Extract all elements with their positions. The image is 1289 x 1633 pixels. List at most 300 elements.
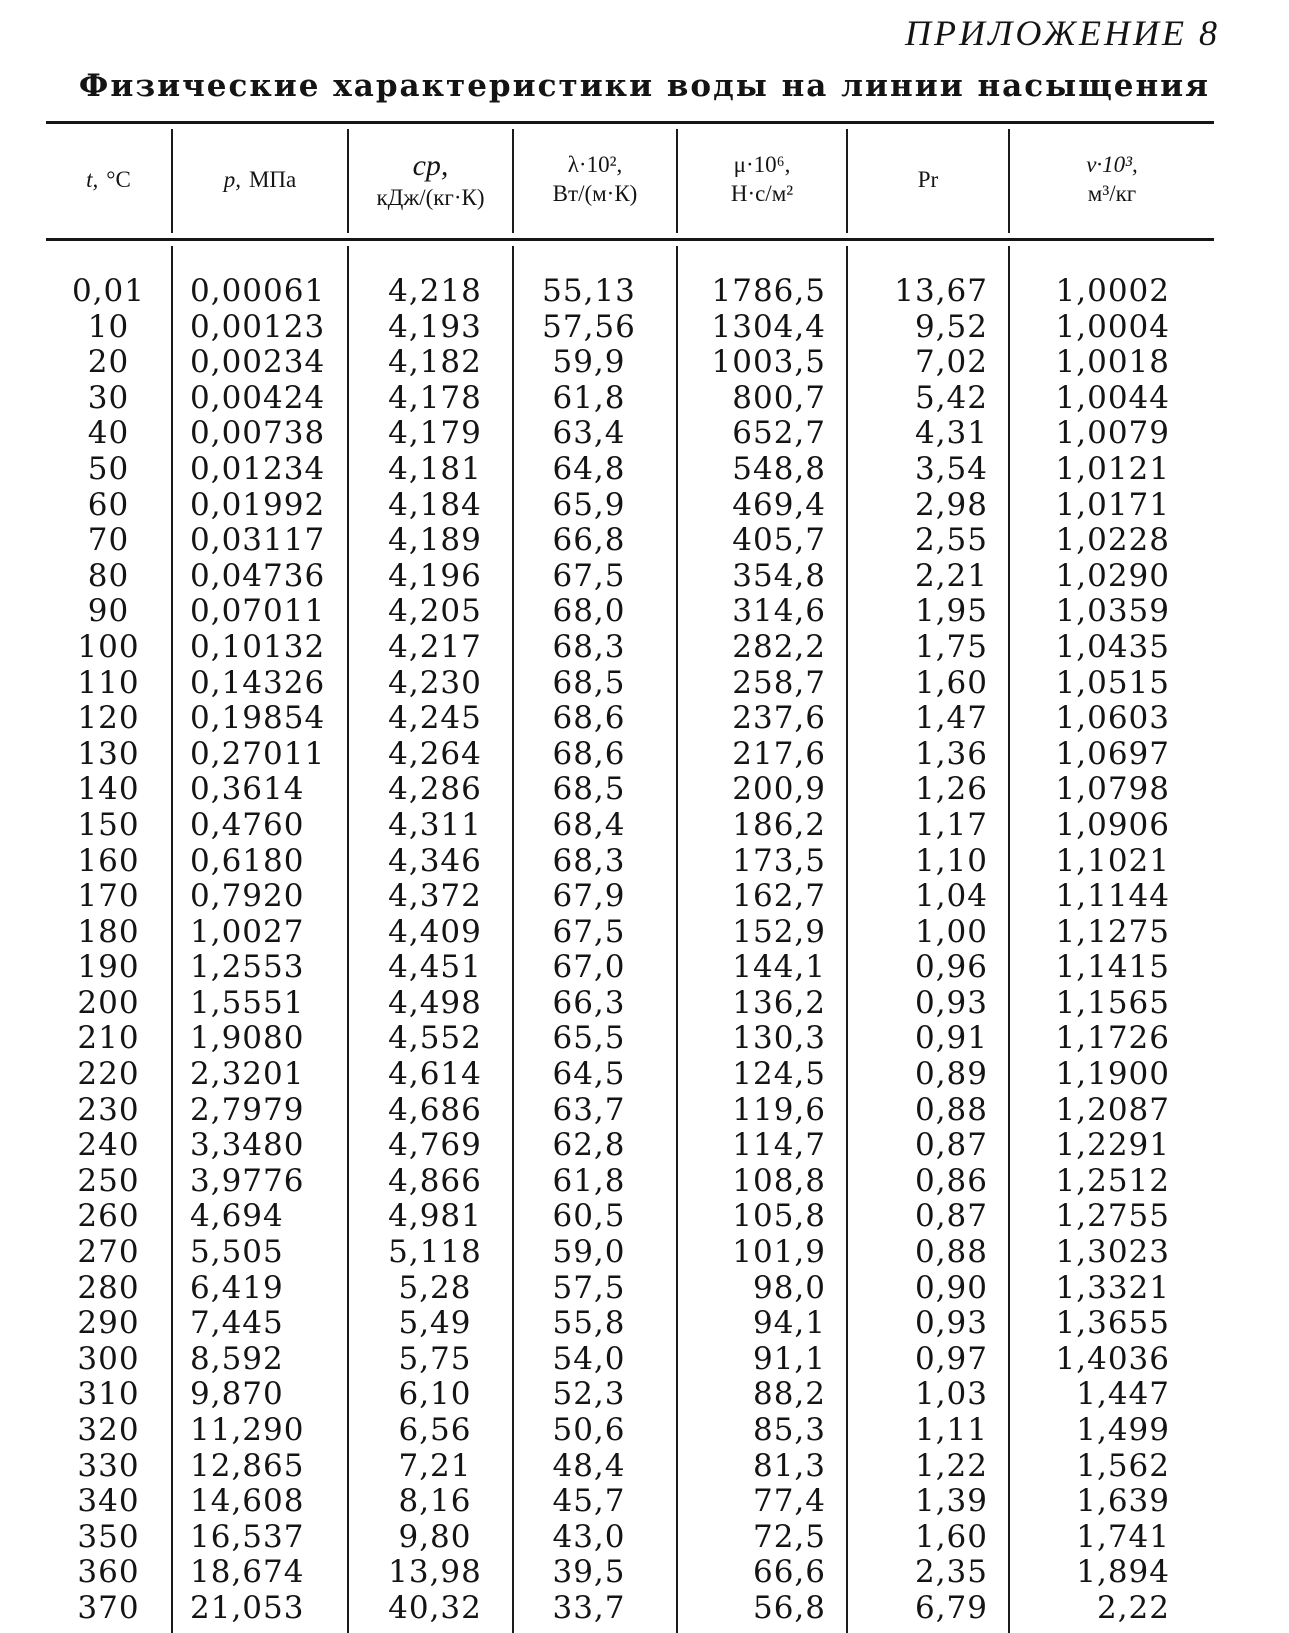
header-unit: кДж/(кг·К) <box>376 185 485 211</box>
cell-temperature: 120 <box>77 700 140 737</box>
cell-heat-capacity: 4,196 <box>388 557 482 594</box>
cell-heat-capacity: 13,98 <box>388 1554 482 1591</box>
table-row <box>0 1555 1289 1591</box>
cell-temperature: 130 <box>77 735 140 772</box>
cell-conductivity: 67,5 <box>552 913 626 950</box>
cell-temperature: 240 <box>77 1127 140 1164</box>
cell-pressure: 1,0027 <box>190 913 305 950</box>
cell-pressure: 9,870 <box>190 1376 284 1413</box>
cell-conductivity: 67,9 <box>552 878 626 915</box>
cell-temperature: 90 <box>87 593 130 630</box>
cell-temperature: 280 <box>77 1269 140 1306</box>
cell-temperature: 340 <box>77 1483 140 1520</box>
cell-conductivity: 68,5 <box>552 771 626 808</box>
cell-temperature: 190 <box>77 949 140 986</box>
cell-viscosity: 652,7 <box>732 415 826 452</box>
cell-pressure: 0,27011 <box>190 735 326 772</box>
cell-pressure: 6,419 <box>190 1269 284 1306</box>
table-row <box>0 1199 1289 1235</box>
cell-specific-volume: 1,1900 <box>1055 1056 1170 1093</box>
cell-temperature: 290 <box>77 1305 140 1342</box>
table-row <box>0 1484 1289 1520</box>
cell-temperature: 350 <box>77 1518 140 1555</box>
cell-prandtl: 1,75 <box>914 628 988 665</box>
table-row <box>0 1021 1289 1057</box>
cell-heat-capacity: 9,80 <box>398 1518 472 1555</box>
header-prandtl <box>848 124 1008 236</box>
table-row <box>0 523 1289 559</box>
cell-heat-capacity: 8,16 <box>398 1483 472 1520</box>
cell-pressure: 1,2553 <box>190 949 305 986</box>
cell-prandtl: 2,55 <box>914 522 988 559</box>
cell-viscosity: 85,3 <box>752 1412 826 1448</box>
cell-heat-capacity: 4,552 <box>388 1020 482 1057</box>
table-row <box>0 737 1289 773</box>
cell-specific-volume: 1,0798 <box>1055 771 1170 808</box>
cell-prandtl: 0,96 <box>914 949 988 986</box>
cell-prandtl: 0,86 <box>914 1162 988 1199</box>
cell-temperature: 170 <box>77 878 140 915</box>
cell-temperature: 250 <box>77 1162 140 1199</box>
cell-pressure: 0,4760 <box>190 806 305 843</box>
cell-conductivity: 54,0 <box>552 1340 626 1377</box>
header-symbol: Pr <box>917 166 939 192</box>
table-row <box>0 594 1289 630</box>
table-row <box>0 1591 1289 1627</box>
cell-pressure: 1,9080 <box>190 1020 305 1057</box>
cell-temperature: 200 <box>77 984 140 1021</box>
cell-pressure: 0,01234 <box>190 450 326 487</box>
cell-specific-volume: 2,22 <box>1096 1589 1170 1626</box>
cell-viscosity: 105,8 <box>732 1198 826 1235</box>
cell-viscosity: 77,4 <box>752 1483 826 1520</box>
cell-heat-capacity: 5,28 <box>398 1269 472 1306</box>
cell-pressure: 2,3201 <box>190 1056 305 1093</box>
cell-specific-volume: 1,3023 <box>1055 1234 1170 1271</box>
header-unit: МПа <box>248 166 297 192</box>
cell-conductivity: 68,5 <box>552 664 626 701</box>
table-row <box>0 1342 1289 1378</box>
cell-prandtl: 6,79 <box>914 1589 988 1626</box>
cell-pressure: 3,9776 <box>190 1162 305 1199</box>
cell-prandtl: 4,31 <box>914 415 988 452</box>
table-row <box>0 1164 1289 1200</box>
cell-specific-volume: 1,1275 <box>1055 913 1170 950</box>
cell-temperature: 180 <box>77 913 140 950</box>
cell-specific-volume: 1,0121 <box>1055 450 1170 487</box>
cell-conductivity: 48,4 <box>552 1447 626 1484</box>
cell-heat-capacity: 4,686 <box>388 1091 482 1128</box>
cell-pressure: 2,7979 <box>190 1091 305 1128</box>
cell-temperature: 330 <box>77 1447 140 1484</box>
cell-conductivity: 57,56 <box>542 308 636 345</box>
table-row <box>0 1377 1289 1413</box>
table-row <box>0 666 1289 702</box>
cell-viscosity: 173,5 <box>732 842 826 879</box>
cell-viscosity: 152,9 <box>732 913 826 950</box>
cell-viscosity: 217,6 <box>732 735 826 772</box>
cell-conductivity: 50,6 <box>552 1412 626 1448</box>
cell-conductivity: 68,3 <box>552 842 626 879</box>
cell-temperature: 80 <box>87 557 130 594</box>
cell-heat-capacity: 4,179 <box>388 415 482 452</box>
cell-pressure: 3,3480 <box>190 1127 305 1164</box>
cell-pressure: 0,00061 <box>190 273 326 309</box>
header-specific-volume <box>1010 124 1214 236</box>
cell-conductivity: 67,0 <box>552 949 626 986</box>
header-symbol: cp, <box>412 148 449 182</box>
cell-conductivity: 52,3 <box>552 1376 626 1413</box>
cell-prandtl: 1,22 <box>914 1447 988 1484</box>
table-row <box>0 1235 1289 1271</box>
cell-pressure: 16,537 <box>190 1518 305 1555</box>
cell-viscosity: 144,1 <box>732 949 826 986</box>
cell-specific-volume: 1,3321 <box>1055 1269 1170 1306</box>
cell-specific-volume: 1,0603 <box>1055 700 1170 737</box>
cell-pressure: 0,6180 <box>190 842 305 879</box>
cell-heat-capacity: 4,981 <box>388 1198 482 1235</box>
cell-temperature: 70 <box>87 522 130 559</box>
table-row <box>0 879 1289 915</box>
cell-viscosity: 66,6 <box>752 1554 826 1591</box>
cell-conductivity: 63,7 <box>552 1091 626 1128</box>
cell-pressure: 7,445 <box>190 1305 284 1342</box>
cell-prandtl: 1,10 <box>914 842 988 879</box>
cell-specific-volume: 1,0171 <box>1055 486 1170 523</box>
cell-conductivity: 68,0 <box>552 593 626 630</box>
cell-specific-volume: 1,0004 <box>1055 308 1170 345</box>
cell-specific-volume: 1,0228 <box>1055 522 1170 559</box>
cell-conductivity: 68,3 <box>552 628 626 665</box>
cell-viscosity: 186,2 <box>732 806 826 843</box>
cell-heat-capacity: 5,118 <box>388 1234 482 1271</box>
cell-heat-capacity: 4,245 <box>388 700 482 737</box>
header-dynamic-viscosity <box>678 124 846 236</box>
cell-viscosity: 200,9 <box>732 771 826 808</box>
cell-temperature: 260 <box>77 1198 140 1235</box>
cell-heat-capacity: 4,614 <box>388 1056 482 1093</box>
cell-temperature: 30 <box>87 379 130 416</box>
cell-temperature: 300 <box>77 1340 140 1377</box>
cell-heat-capacity: 4,498 <box>388 984 482 1021</box>
table-row <box>0 772 1289 808</box>
cell-conductivity: 66,8 <box>552 522 626 559</box>
cell-specific-volume: 1,2087 <box>1055 1091 1170 1128</box>
table-row <box>0 1128 1289 1164</box>
table-row <box>0 1520 1289 1556</box>
cell-specific-volume: 1,1021 <box>1055 842 1170 879</box>
cell-specific-volume: 1,562 <box>1076 1447 1170 1484</box>
cell-conductivity: 60,5 <box>552 1198 626 1235</box>
cell-conductivity: 43,0 <box>552 1518 626 1555</box>
cell-specific-volume: 1,3655 <box>1055 1305 1170 1342</box>
cell-viscosity: 56,8 <box>752 1589 826 1626</box>
cell-pressure: 0,10132 <box>190 628 326 665</box>
cell-heat-capacity: 5,49 <box>398 1305 472 1342</box>
cell-specific-volume: 1,0079 <box>1055 415 1170 452</box>
header-symbol: v·10³, <box>1086 152 1138 178</box>
table-row <box>0 345 1289 381</box>
cell-heat-capacity: 4,182 <box>388 344 482 381</box>
cell-viscosity: 94,1 <box>752 1305 826 1342</box>
cell-prandtl: 0,87 <box>914 1198 988 1235</box>
header-heat-capacity <box>349 124 512 236</box>
cell-temperature: 60 <box>87 486 130 523</box>
table-row <box>0 1413 1289 1449</box>
header-bottom-rule <box>46 238 1214 241</box>
cell-specific-volume: 1,499 <box>1076 1412 1170 1448</box>
cell-viscosity: 136,2 <box>732 984 826 1021</box>
cell-conductivity: 61,8 <box>552 1162 626 1199</box>
cell-specific-volume: 1,0018 <box>1055 344 1170 381</box>
cell-conductivity: 39,5 <box>552 1554 626 1591</box>
cell-prandtl: 1,04 <box>914 878 988 915</box>
cell-conductivity: 55,8 <box>552 1305 626 1342</box>
cell-viscosity: 119,6 <box>732 1091 826 1128</box>
cell-conductivity: 62,8 <box>552 1127 626 1164</box>
cell-conductivity: 66,3 <box>552 984 626 1021</box>
cell-conductivity: 68,4 <box>552 806 626 843</box>
cell-prandtl: 3,54 <box>914 450 988 487</box>
cell-conductivity: 68,6 <box>552 700 626 737</box>
cell-specific-volume: 1,0002 <box>1055 273 1170 309</box>
table-row <box>0 274 1289 310</box>
cell-temperature: 100 <box>77 628 140 665</box>
cell-viscosity: 469,4 <box>732 486 826 523</box>
header-unit: Н·с/м² <box>730 181 794 206</box>
cell-conductivity: 61,8 <box>552 379 626 416</box>
table-row <box>0 1057 1289 1093</box>
cell-conductivity: 55,13 <box>542 273 636 309</box>
cell-prandtl: 0,88 <box>914 1234 988 1271</box>
table-row <box>0 559 1289 595</box>
cell-viscosity: 1003,5 <box>711 344 826 381</box>
cell-viscosity: 800,7 <box>732 379 826 416</box>
table-row <box>0 915 1289 951</box>
cell-pressure: 0,01992 <box>190 486 326 523</box>
cell-heat-capacity: 4,218 <box>388 273 482 309</box>
cell-temperature: 360 <box>77 1554 140 1591</box>
header-unit: Вт/(м·К) <box>552 181 638 206</box>
cell-prandtl: 2,98 <box>914 486 988 523</box>
cell-prandtl: 1,60 <box>914 1518 988 1555</box>
cell-specific-volume: 1,447 <box>1076 1376 1170 1413</box>
table-row <box>0 488 1289 524</box>
cell-heat-capacity: 4,181 <box>388 450 482 487</box>
cell-viscosity: 101,9 <box>732 1234 826 1271</box>
cell-conductivity: 57,5 <box>552 1269 626 1306</box>
cell-specific-volume: 1,1726 <box>1055 1020 1170 1057</box>
cell-heat-capacity: 4,205 <box>388 593 482 630</box>
cell-specific-volume: 1,1415 <box>1055 949 1170 986</box>
cell-pressure: 0,03117 <box>190 522 326 559</box>
table-row <box>0 986 1289 1022</box>
cell-pressure: 0,00738 <box>190 415 326 452</box>
header-unit: м³/кг <box>1087 181 1137 206</box>
cell-prandtl: 0,87 <box>914 1127 988 1164</box>
cell-pressure: 0,00234 <box>190 344 326 381</box>
cell-pressure: 21,053 <box>190 1589 305 1626</box>
cell-conductivity: 67,5 <box>552 557 626 594</box>
cell-temperature: 220 <box>77 1056 140 1093</box>
cell-specific-volume: 1,4036 <box>1055 1340 1170 1377</box>
cell-viscosity: 124,5 <box>732 1056 826 1093</box>
cell-prandtl: 0,93 <box>914 1305 988 1342</box>
cell-prandtl: 1,03 <box>914 1376 988 1413</box>
cell-pressure: 0,7920 <box>190 878 305 915</box>
cell-specific-volume: 1,2512 <box>1055 1162 1170 1199</box>
cell-conductivity: 68,6 <box>552 735 626 772</box>
cell-specific-volume: 1,0435 <box>1055 628 1170 665</box>
header-symbol: μ·10⁶, <box>733 152 791 178</box>
cell-viscosity: 237,6 <box>732 700 826 737</box>
cell-heat-capacity: 4,193 <box>388 308 482 345</box>
cell-pressure: 0,04736 <box>190 557 326 594</box>
table-row <box>0 630 1289 666</box>
cell-viscosity: 108,8 <box>732 1162 826 1199</box>
cell-heat-capacity: 4,409 <box>388 913 482 950</box>
header-thermal-conductivity <box>514 124 676 236</box>
cell-prandtl: 1,47 <box>914 700 988 737</box>
cell-temperature: 0,01 <box>71 273 146 309</box>
cell-prandtl: 9,52 <box>914 308 988 345</box>
cell-heat-capacity: 4,189 <box>388 522 482 559</box>
cell-prandtl: 1,60 <box>914 664 988 701</box>
table-row <box>0 808 1289 844</box>
cell-specific-volume: 1,1565 <box>1055 984 1170 1021</box>
header-unit: °C <box>106 166 131 192</box>
cell-prandtl: 0,91 <box>914 1020 988 1057</box>
cell-temperature: 270 <box>77 1234 140 1271</box>
cell-conductivity: 59,9 <box>552 344 626 381</box>
cell-pressure: 12,865 <box>190 1447 305 1484</box>
cell-viscosity: 282,2 <box>732 628 826 665</box>
cell-specific-volume: 1,1144 <box>1055 878 1170 915</box>
table-row <box>0 950 1289 986</box>
cell-pressure: 1,5551 <box>190 984 305 1021</box>
cell-specific-volume: 1,2755 <box>1055 1198 1170 1235</box>
cell-pressure: 8,592 <box>190 1340 284 1377</box>
cell-viscosity: 354,8 <box>732 557 826 594</box>
cell-viscosity: 88,2 <box>752 1376 826 1413</box>
cell-prandtl: 0,90 <box>914 1269 988 1306</box>
cell-conductivity: 64,5 <box>552 1056 626 1093</box>
table-row <box>0 1306 1289 1342</box>
cell-heat-capacity: 4,372 <box>388 878 482 915</box>
cell-temperature: 160 <box>77 842 140 879</box>
cell-pressure: 0,19854 <box>190 700 326 737</box>
cell-pressure: 0,14326 <box>190 664 326 701</box>
cell-conductivity: 65,5 <box>552 1020 626 1057</box>
cell-heat-capacity: 4,769 <box>388 1127 482 1164</box>
cell-viscosity: 114,7 <box>732 1127 826 1164</box>
cell-specific-volume: 1,0697 <box>1055 735 1170 772</box>
cell-viscosity: 98,0 <box>752 1269 826 1306</box>
cell-temperature: 140 <box>77 771 140 808</box>
table-row <box>0 701 1289 737</box>
header-temperature <box>46 124 171 236</box>
cell-heat-capacity: 4,230 <box>388 664 482 701</box>
cell-conductivity: 65,9 <box>552 486 626 523</box>
cell-prandtl: 0,89 <box>914 1056 988 1093</box>
cell-prandtl: 2,35 <box>914 1554 988 1591</box>
cell-temperature: 310 <box>77 1376 140 1413</box>
cell-heat-capacity: 40,32 <box>388 1589 482 1626</box>
header-pressure <box>173 124 347 236</box>
cell-pressure: 14,608 <box>190 1483 305 1520</box>
cell-heat-capacity: 4,311 <box>388 806 482 843</box>
cell-viscosity: 81,3 <box>752 1447 826 1484</box>
cell-temperature: 20 <box>87 344 130 381</box>
table-row <box>0 1093 1289 1129</box>
cell-temperature: 50 <box>87 450 130 487</box>
cell-conductivity: 33,7 <box>552 1589 626 1626</box>
cell-prandtl: 1,39 <box>914 1483 988 1520</box>
cell-conductivity: 63,4 <box>552 415 626 452</box>
table-row <box>0 844 1289 880</box>
cell-viscosity: 314,6 <box>732 593 826 630</box>
cell-specific-volume: 1,0906 <box>1055 806 1170 843</box>
cell-pressure: 18,674 <box>190 1554 305 1591</box>
cell-pressure: 0,00424 <box>190 379 326 416</box>
cell-prandtl: 1,00 <box>914 913 988 950</box>
cell-prandtl: 0,97 <box>914 1340 988 1377</box>
table-row <box>0 1271 1289 1307</box>
cell-viscosity: 405,7 <box>732 522 826 559</box>
cell-temperature: 110 <box>77 664 140 701</box>
cell-temperature: 10 <box>87 308 130 345</box>
cell-prandtl: 1,26 <box>914 771 988 808</box>
cell-pressure: 5,505 <box>190 1234 284 1271</box>
cell-heat-capacity: 6,56 <box>398 1412 472 1448</box>
cell-heat-capacity: 4,286 <box>388 771 482 808</box>
cell-prandtl: 7,02 <box>914 344 988 381</box>
cell-temperature: 320 <box>77 1412 140 1448</box>
cell-viscosity: 258,7 <box>732 664 826 701</box>
cell-conductivity: 45,7 <box>552 1483 626 1520</box>
cell-temperature: 370 <box>77 1589 140 1626</box>
cell-heat-capacity: 5,75 <box>398 1340 472 1377</box>
cell-prandtl: 1,17 <box>914 806 988 843</box>
cell-specific-volume: 1,639 <box>1076 1483 1170 1520</box>
cell-temperature: 210 <box>77 1020 140 1057</box>
table-row <box>0 452 1289 488</box>
cell-prandtl: 2,21 <box>914 557 988 594</box>
cell-temperature: 230 <box>77 1091 140 1128</box>
page-title: Физические характеристики воды на линии насыщения <box>78 68 1211 104</box>
cell-specific-volume: 1,894 <box>1076 1554 1170 1591</box>
cell-prandtl: 1,36 <box>914 735 988 772</box>
header-symbol: p, <box>223 166 241 192</box>
cell-heat-capacity: 4,866 <box>388 1162 482 1199</box>
cell-pressure: 4,694 <box>190 1198 284 1235</box>
cell-prandtl: 1,95 <box>914 593 988 630</box>
cell-prandtl: 0,93 <box>914 984 988 1021</box>
cell-conductivity: 59,0 <box>552 1234 626 1271</box>
table-row <box>0 416 1289 452</box>
cell-viscosity: 1304,4 <box>711 308 826 345</box>
cell-prandtl: 5,42 <box>914 379 988 416</box>
header-symbol: λ·10², <box>567 152 623 178</box>
table-body <box>0 274 1289 1627</box>
cell-prandtl: 1,11 <box>914 1412 988 1448</box>
appendix-label: ПРИЛОЖЕНИЕ 8 <box>905 13 1220 53</box>
table-row <box>0 310 1289 346</box>
cell-heat-capacity: 4,451 <box>388 949 482 986</box>
cell-heat-capacity: 4,264 <box>388 735 482 772</box>
header-symbol: t, <box>86 166 99 192</box>
cell-specific-volume: 1,0290 <box>1055 557 1170 594</box>
